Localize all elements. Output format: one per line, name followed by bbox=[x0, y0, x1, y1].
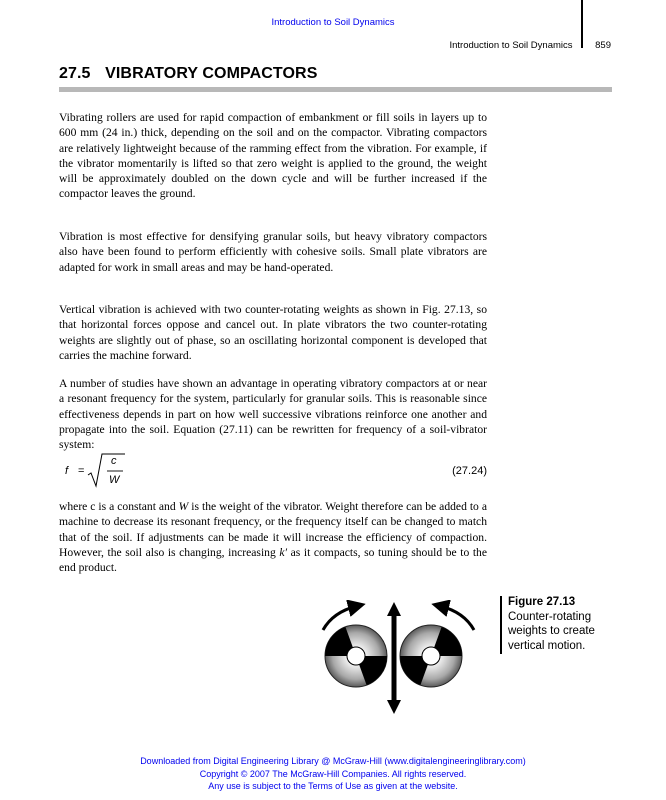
p5-symbol-k: k′ bbox=[279, 545, 288, 559]
right-weight-disc bbox=[400, 625, 462, 687]
section-title: VIBRATORY COMPACTORS bbox=[105, 65, 318, 82]
p5-part2: is the weight of the vibrator. Weight therefore can be added to a machine to decrease its resonant frequency, or the frequency itself can be changed to match that of the soil. If adjustments can be made it will increase the efficiency of compaction. However, the soil also is changing, increasing bbox=[59, 500, 487, 559]
footer-terms[interactable]: Any use is subject to the Terms of Use as given at the website. bbox=[208, 781, 458, 791]
paragraph-granular-soils: Vibration is most effective for densifying granular soils, but heavy vibratory compactors also have been found to perform efficiently with cohesive soils. Small plate vibrators are adapted for work in small areas and may be hand-operated. bbox=[59, 230, 487, 274]
paragraph-vertical-vibration: Vertical vibration is achieved with two counter-rotating weights as shown in Fig. 27.13, so that horizontal forces oppose and cancel out. In plate vibrators the two counter-rotating weights are slightly out of phase, so an oscillating horizontal component is developed that carries the machine forward. bbox=[59, 303, 487, 362]
section-heading bbox=[59, 65, 317, 83]
right-rotation-arrow bbox=[440, 606, 474, 630]
equation-numerator: c bbox=[111, 455, 117, 467]
p5-part1: where c is a constant and bbox=[59, 500, 179, 513]
left-weight-disc bbox=[325, 625, 387, 687]
p5-part3: as it compacts, so tuning should be to the end product. bbox=[59, 545, 487, 575]
footer-download-link[interactable]: Downloaded from Digital Engineering Library @ McGraw-Hill (www.digitalengineeringlibrary.com) bbox=[140, 756, 526, 766]
equation-lhs: f bbox=[65, 465, 69, 477]
equation-denominator: W bbox=[109, 474, 120, 486]
paragraph-resonant-frequency: A number of studies have shown an advantage in operating vibratory compactors at or near a resonant frequency for the system, particularly for granular soils. This is reasonable since effectiveness depends in part on how well successive vibrations reinforce one another and propagate into the soil. Equation (27.11) can be rewritten for frequency of a soil-vibrator system: bbox=[59, 377, 487, 452]
figure-caption-text: Counter-rotating weights to create vertical motion. bbox=[508, 610, 595, 652]
top-header-link[interactable]: Introduction to Soil Dynamics bbox=[271, 17, 395, 28]
figure-caption bbox=[508, 595, 618, 653]
vertical-motion-arrow bbox=[387, 602, 401, 714]
equation-equals: = bbox=[78, 465, 85, 477]
figure-label: Figure 27.13 bbox=[508, 596, 576, 608]
footer-copyright: Copyright © 2007 The McGraw-Hill Companies. All rights reserved. bbox=[199, 768, 467, 779]
equation-number: (27.24) bbox=[452, 465, 487, 477]
footer bbox=[0, 755, 666, 793]
section-number: 27.5 bbox=[59, 65, 91, 82]
p5-symbol-w: W bbox=[178, 500, 189, 513]
paragraph-weight-constant bbox=[59, 499, 487, 575]
running-title: Introduction to Soil Dynamics bbox=[449, 40, 573, 51]
counter-rotating-weights-figure bbox=[311, 600, 489, 718]
equation-27-24 bbox=[59, 453, 487, 491]
running-head bbox=[449, 40, 611, 51]
page-number: 859 bbox=[595, 40, 611, 51]
figure-caption-rule bbox=[500, 596, 502, 654]
section-rule bbox=[59, 87, 612, 92]
paragraph-vibrating-rollers: Vibrating rollers are used for rapid compaction of embankment or fill soils in layers up to 600 mm (24 in.) thick, depending on the soil and on the compactor. Vibrating compactors are relatively lightweight because of the ramming effect from the vibration. For example, if the vibrator momentarily is lifted so that zero weight is applied to the ground, the weight will be approximately doubled on the down cycle and will be further increased if the compactor leaves the ground. bbox=[59, 111, 487, 201]
square-root-sign bbox=[87, 453, 127, 491]
